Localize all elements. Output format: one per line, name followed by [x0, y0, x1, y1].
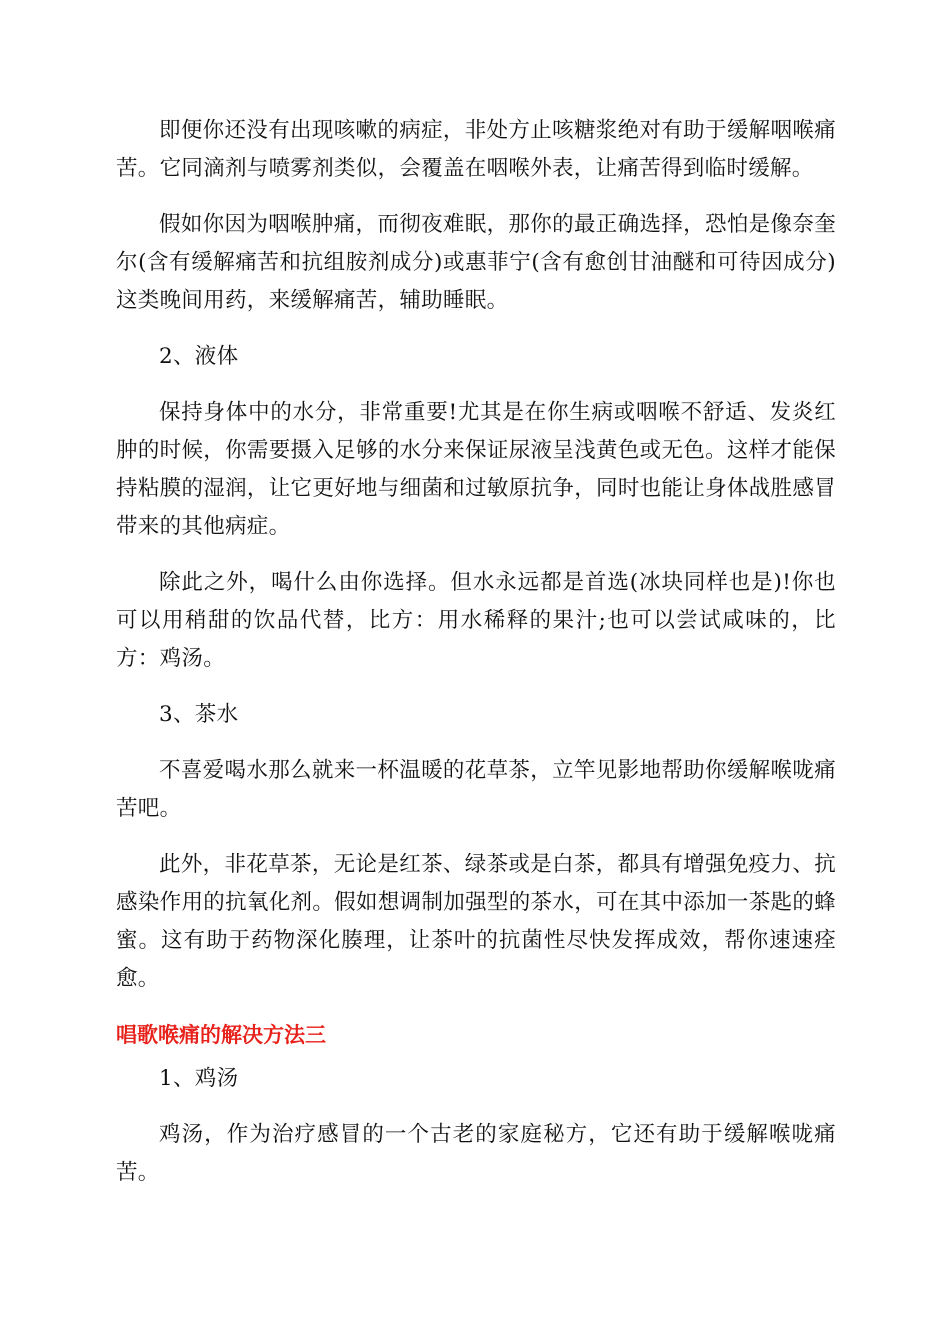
subheading-chicken-soup: 1、鸡汤: [159, 1066, 239, 1091]
paragraph-cough-syrup: 即便你还没有出现咳嗽的病症，非处方止咳糖浆绝对有助于缓解咽喉痛苦。它同滴剂与喷雾剂类似，会覆盖在咽喉外表，让痛苦得到临时缓解。: [116, 118, 836, 181]
paragraph-herbal-tea: 不喜爱喝水那么就来一杯温暖的花草茶，立竿见影地帮助你缓解喉咙痛苦吧。: [116, 758, 836, 821]
subheading-tea: 3、茶水: [159, 702, 239, 727]
paragraph-drink-choice: 除此之外，喝什么由你选择。但水永远都是首选(冰块同样也是)!你也可以用稍甜的饮品代替，比方：用水稀释的果汁;也可以尝试咸味的，比方：鸡汤。: [116, 570, 836, 671]
document-body: [116, 112, 836, 1210]
paragraph-tea-antioxidants: 此外，非花草茶，无论是红茶、绿茶或是白茶，都具有增强免疫力、抗感染作用的抗氧化剂。假如想调制加强型的茶水，可在其中添加一茶匙的蜂蜜。这有助于药物深化腠理，让茶叶的抗菌性尽快发挥成效，帮你速速痊愈。: [116, 852, 836, 991]
section-title-method-three: 唱歌喉痛的解决方法三: [116, 1023, 326, 1047]
paragraph-night-medicine: 假如你因为咽喉肿痛，而彻夜难眠，那你的最正确选择，恐怕是像奈奎尔(含有缓解痛苦和抗组胺剂成分)或惠菲宁(含有愈创甘油醚和可待因成分)这类晚间用药，来缓解痛苦，辅助睡眠。: [116, 212, 836, 313]
paragraph-hydration: 保持身体中的水分，非常重要!尤其是在你生病或咽喉不舒适、发炎红肿的时候，你需要摄入足够的水分来保证尿液呈浅黄色或无色。这样才能保持粘膜的湿润，让它更好地与细菌和过敏原抗争，同时也能让身体战胜感冒带来的其他病症。: [116, 400, 836, 539]
paragraph-chicken-soup: 鸡汤，作为治疗感冒的一个古老的家庭秘方，它还有助于缓解喉咙痛苦。: [116, 1122, 836, 1185]
subheading-liquid: 2、液体: [159, 344, 239, 369]
